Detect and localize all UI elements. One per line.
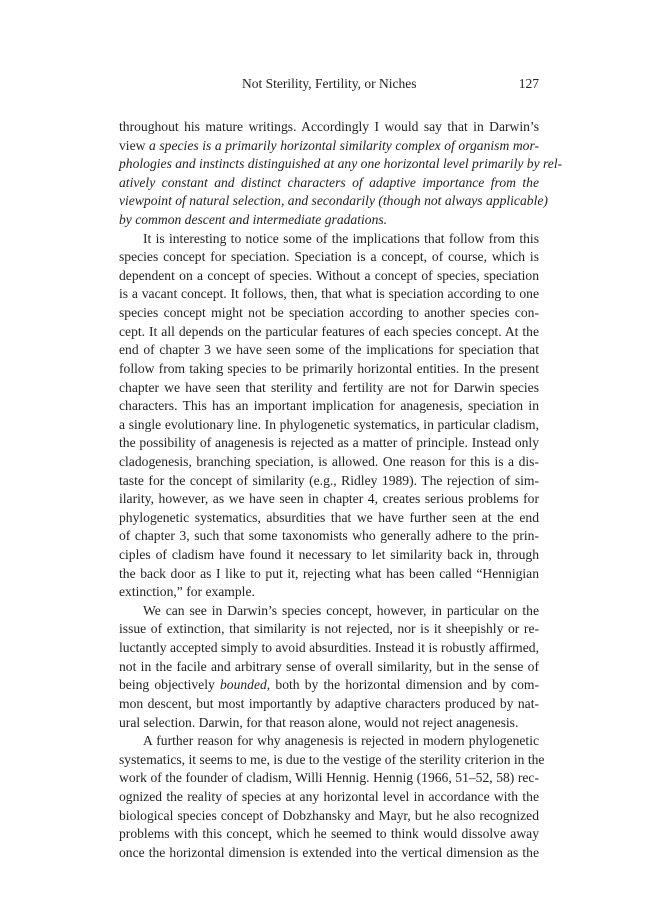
page-number: 127 [518, 76, 539, 91]
text-line [119, 620, 539, 639]
text-line-content: viewpoint of natural selection, and secondarily (though not always applicable) [119, 193, 548, 209]
text-line-content: We can see in Darwin’s species concept, however, in particular on the [143, 602, 539, 618]
text-line [119, 304, 539, 323]
text-line [119, 583, 539, 602]
text-line-content: cladogenesis, branching speciation, is allowed. One reason for this is a dis- [119, 453, 539, 469]
text-line [119, 155, 563, 174]
text-line [119, 174, 539, 193]
text-line [119, 323, 539, 342]
text-line [119, 639, 539, 658]
text-line [119, 267, 539, 286]
text-line [119, 341, 539, 360]
text-line [119, 453, 539, 472]
text-line [119, 397, 539, 416]
running-head [119, 76, 539, 96]
text-line [119, 527, 539, 546]
text-line [119, 844, 539, 863]
text-line [119, 509, 539, 528]
text-line-content: problems with this concept, which he seemed to think would dissolve away [119, 826, 539, 842]
text-line-content: species concept might not be speciation according to another species con- [119, 305, 539, 321]
text-line-content: biological species concept of Dobzhansky and Mayr, but he also recognized [119, 807, 539, 823]
text-line-content: is a vacant concept. It follows, then, that what is speciation according to one [119, 286, 539, 302]
text-line [119, 118, 539, 137]
text-line [119, 807, 539, 826]
text-line [119, 825, 539, 844]
text-line-content: systematics, it seems to me, is due to the vestige of the sterility criterion in the [119, 751, 545, 767]
text-line-content: ilarity, however, as we have seen in chapter 4, creates serious problems for [119, 491, 539, 507]
text-line-content: of chapter 3, such that some taxonomists who generally adhere to the prin- [119, 528, 539, 544]
text-line-content: luctantly accepted simply to avoid absurdities. Instead it is robustly affirmed, [119, 640, 539, 656]
text-line [119, 602, 539, 621]
text-line-italic: bounded, [219, 677, 271, 693]
text-line-content: mon descent, but most importantly by adaptive characters produced by nat- [119, 695, 539, 711]
text-line [119, 211, 539, 230]
text-line-content: ciples of cladism have found it necessary to let similarity back in, through [119, 547, 539, 563]
text-line-content: taste for the concept of similarity (e.g., Ridley 1989). The rejection of sim- [119, 472, 539, 488]
text-line [119, 285, 539, 304]
running-head-title: Not Sterility, Fertility, or Niches [242, 76, 417, 91]
text-line-content: cept. It all depends on the particular features of each species concept. At the [119, 323, 539, 339]
text-line-content: ognized the reality of species at any horizontal level in accordance with the [119, 788, 539, 804]
text-line-content: chapter we have seen that sterility and fertility are not for Darwin species [119, 379, 539, 395]
text-line-content: by common descent and intermediate gradations. [119, 212, 388, 228]
text-line-content: atively constant and distinct characters of adaptive importance from the [119, 174, 539, 190]
text-line-content: It is interesting to notice some of the implications that follow from this [143, 230, 539, 246]
text-line [119, 416, 539, 435]
text-line [119, 192, 548, 211]
text-line [119, 434, 539, 453]
text-line-content: end of chapter 3 we have seen some of the implications for speciation that [119, 342, 539, 358]
text-line [119, 137, 539, 156]
text-line-content: ural selection. Darwin, for that reason alone, would not reject anagenesis. [119, 714, 519, 730]
text-line-content: follow from taking species to be primarily horizontal entities. In the present [119, 360, 539, 376]
text-line-content: phylogenetic systematics, absurdities that we have further seen at the end [119, 509, 539, 525]
text-line-content: once the horizontal dimension is extended into the vertical dimension as the [119, 844, 539, 860]
text-line-content: dependent on a concept of species. Without a concept of species, speciation [119, 267, 539, 283]
text-line-content: being objectively [119, 677, 220, 693]
text-line-content: the back door as I like to put it, rejecting what has been called “Hennigian [119, 565, 539, 581]
text-line [119, 769, 539, 788]
text-line-content: species concept for speciation. Speciation is a concept, of course, which is [119, 249, 539, 265]
text-line-content: A further reason for why anagenesis is rejected in modern phylogenetic [143, 733, 539, 749]
text-line [119, 230, 539, 249]
text-line [119, 490, 539, 509]
text-line [119, 676, 539, 695]
text-line [119, 658, 539, 677]
text-line-content: throughout his mature writings. Accordingly I would say that in Darwin’s [119, 119, 539, 134]
text-line-content: work of the founder of cladism, Willi Hennig. Hennig (1966, 51–52, 58) rec- [119, 770, 539, 786]
text-line-italic: a species is a primarily horizontal similarity complex of organism mor- [149, 137, 540, 153]
text-line-content: not in the facile and arbitrary sense of overall similarity, but in the sense of [119, 658, 539, 674]
text-line [119, 546, 539, 565]
text-line-continuation: both by the horizontal dimension and by com- [270, 677, 539, 693]
text-line-content: view [119, 137, 150, 153]
text-line [119, 788, 539, 807]
text-line-content: the possibility of anagenesis is rejected as a matter of principle. Instead only [119, 435, 539, 451]
text-line [119, 360, 539, 379]
body-text [119, 118, 563, 862]
text-line [119, 248, 539, 267]
text-line [119, 751, 545, 770]
text-line [119, 379, 539, 398]
text-line [119, 714, 539, 733]
text-line [119, 732, 539, 751]
text-line-content: extinction,” for example. [119, 584, 255, 600]
text-line-content: a single evolutionary line. In phylogenetic systematics, in particular cladism, [119, 416, 539, 432]
text-line-content: issue of extinction, that similarity is not rejected, nor is it sheepishly or re- [119, 621, 539, 637]
text-line [119, 565, 539, 584]
text-line-content: characters. This has an important implication for anagenesis, speciation in [119, 398, 539, 414]
text-line-content: phologies and instincts distinguished at any one horizontal level primarily by rel- [119, 156, 563, 172]
text-line [119, 472, 539, 491]
text-line [119, 695, 539, 714]
